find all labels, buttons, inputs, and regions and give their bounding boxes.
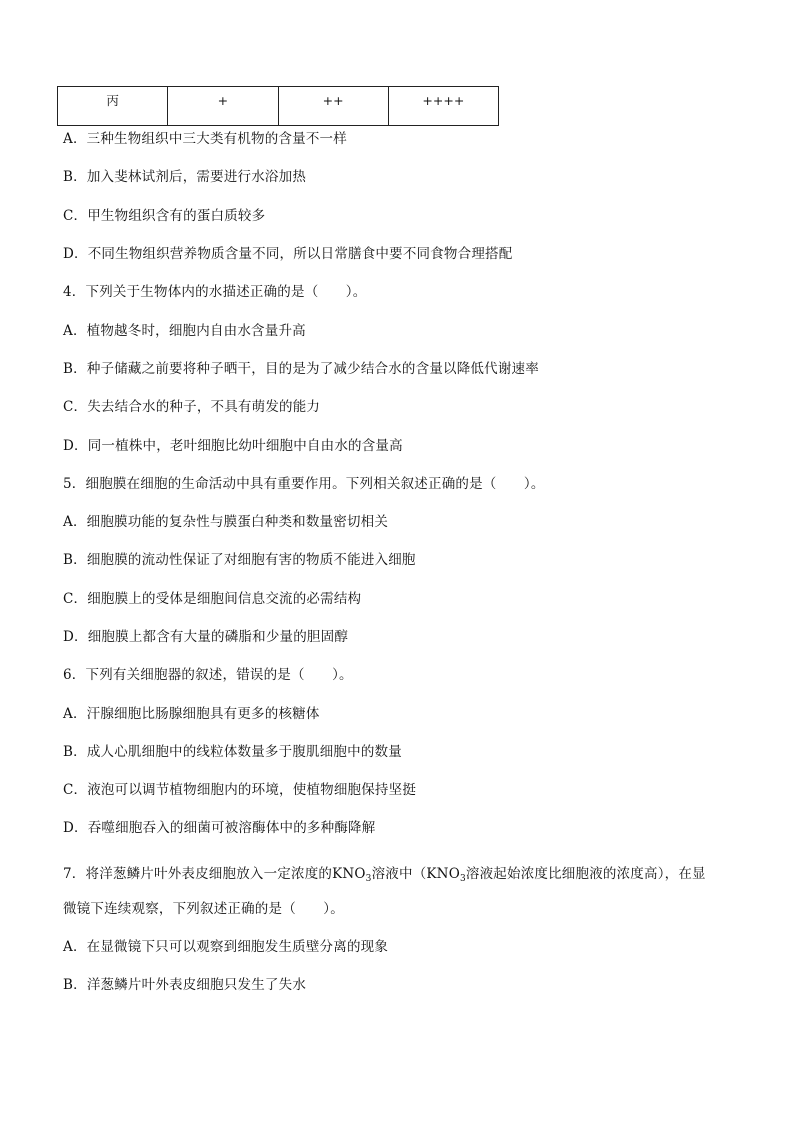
q3-option-b: B．加入斐林试剂后，需要进行水浴加热 bbox=[63, 169, 307, 185]
q3-option-c: C．甲生物组织含有的蛋白质较多 bbox=[63, 208, 266, 224]
q5-option-a: A．细胞膜功能的复杂性与膜蛋白种类和数量密切相关 bbox=[63, 514, 389, 530]
table-cell: ++ bbox=[278, 87, 388, 126]
table-row bbox=[58, 87, 499, 126]
q6-stem: 6．下列有关细胞器的叙述，错误的是（ ）。 bbox=[63, 667, 353, 683]
q3-option-d: D．不同生物组织营养物质含量不同，所以日常膳食中要不同食物合理搭配 bbox=[63, 246, 513, 262]
q7-stem-line2: 微镜下连续观察，下列叙述正确的是（ ）。 bbox=[63, 901, 344, 917]
q4-option-b: B．种子储藏之前要将种子晒干，目的是为了减少结合水的含量以降低代谢速率 bbox=[63, 361, 539, 377]
q7-stem-part3: 溶液起始浓度比细胞液的浓度高），在显 bbox=[465, 866, 706, 882]
q7-stem-part1: 7．将洋葱鳞片叶外表皮细胞放入一定浓度的KNO bbox=[63, 866, 366, 882]
q4-stem: 4．下列关于生物体内的水描述正确的是（ ）。 bbox=[63, 284, 367, 300]
q5-option-b: B．细胞膜的流动性保证了对细胞有害的物质不能进入细胞 bbox=[63, 552, 416, 568]
q7-option-a: A．在显微镜下只可以观察到细胞发生质壁分离的现象 bbox=[63, 939, 389, 955]
q7-option-b: B．洋葱鳞片叶外表皮细胞只发生了失水 bbox=[63, 977, 307, 993]
q7-stem-part2: 溶液中（KNO bbox=[371, 866, 460, 882]
q5-option-c: C．细胞膜上的受体是细胞间信息交流的必需结构 bbox=[63, 591, 362, 607]
q4-option-c: C．失去结合水的种子，不具有萌发的能力 bbox=[63, 399, 321, 415]
q5-stem: 5．细胞膜在细胞的生命活动中具有重要作用。下列相关叙述正确的是（ ）。 bbox=[63, 476, 545, 492]
q5-option-d: D．细胞膜上都含有大量的磷脂和少量的胆固醇 bbox=[63, 629, 349, 645]
q6-option-a: A．汗腺细胞比肠腺细胞具有更多的核糖体 bbox=[63, 706, 320, 722]
q6-option-b: B．成人心肌细胞中的线粒体数量多于腹肌细胞中的数量 bbox=[63, 744, 402, 760]
q6-option-c: C．液泡可以调节植物细胞内的环境，使植物细胞保持坚挺 bbox=[63, 782, 417, 798]
q4-option-d: D．同一植株中，老叶细胞比幼叶细胞中自由水的含量高 bbox=[63, 438, 403, 454]
q6-option-d: D．吞噬细胞吞入的细菌可被溶酶体中的多种酶降解 bbox=[63, 820, 376, 836]
q7-subscript-2: 3 bbox=[459, 874, 466, 884]
table-cell: + bbox=[168, 87, 278, 126]
q7-subscript-1: 3 bbox=[365, 874, 372, 884]
table-cell: 丙 bbox=[58, 87, 168, 126]
q4-option-a: A．植物越冬时，细胞内自由水含量升高 bbox=[63, 323, 306, 339]
data-table-fragment bbox=[57, 86, 499, 126]
q7-stem-line1 bbox=[63, 864, 706, 889]
q3-option-a: A．三种生物组织中三大类有机物的含量不一样 bbox=[63, 131, 347, 147]
data-table bbox=[57, 86, 499, 126]
table-cell: ++++ bbox=[388, 87, 498, 126]
